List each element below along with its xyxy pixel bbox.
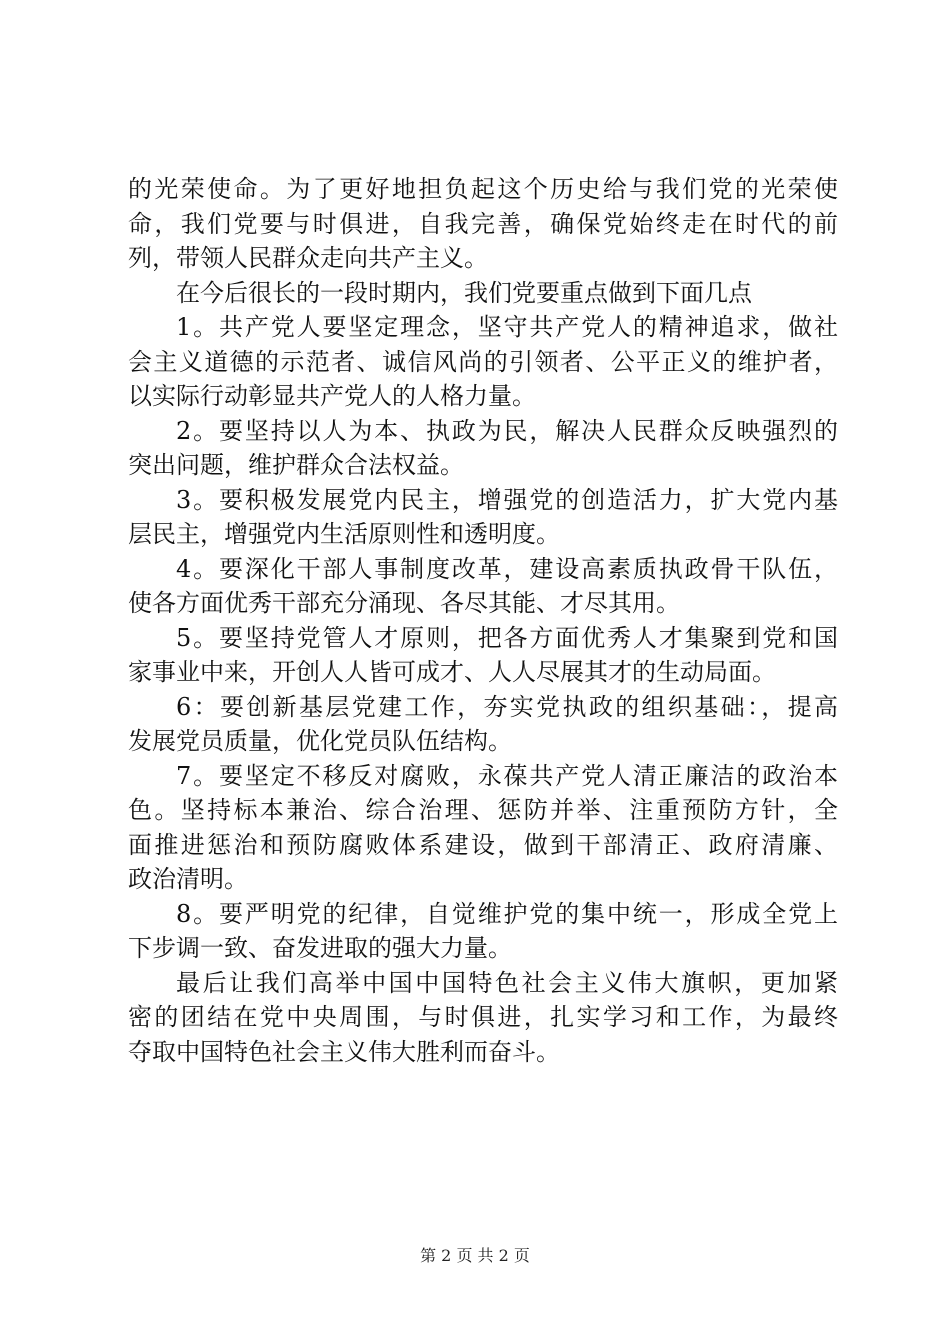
text-line: 命，我们党要与时俱进，自我完善，确保党始终走在时代的前: [128, 209, 838, 238]
text-line: 8。要严明党的纪律，自觉维护党的集中统一，形成全党上: [176, 899, 838, 928]
text-line: 层民主，增强党内生活原则性和透明度。: [128, 520, 560, 548]
text-line: 使各方面优秀干部充分涌现、各尽其能、才尽其用。: [128, 589, 680, 617]
text-line: 以实际行动彰显共产党人的人格力量。: [128, 382, 536, 410]
text-line: 7。要坚定不移反对腐败，永葆共产党人清正廉洁的政治本: [176, 761, 838, 790]
paragraph-conclusion: [128, 966, 838, 1070]
text-line: 5。要坚持党管人才原则，把各方面优秀人才集聚到党和国: [176, 623, 838, 652]
text-line: 会主义道德的示范者、诚信风尚的引领者、公平正义的维护者，: [128, 347, 838, 376]
text-line: 2。要坚持以人为本、执政为民，解决人民群众反映强烈的: [176, 416, 838, 445]
paragraph-item-5: [128, 621, 838, 690]
paragraph-item-8: [128, 897, 838, 966]
text-line: 4。要深化干部人事制度改革，建设高素质执政骨干队伍，: [176, 554, 838, 583]
text-line: 下步调一致、奋发进取的强大力量。: [128, 934, 512, 962]
paragraph-item-7: [128, 759, 838, 897]
text-line: 密的团结在党中央周围，与时俱进，扎实学习和工作，为最终: [128, 1003, 838, 1031]
text-line: 3。要积极发展党内民主，增强党的创造活力，扩大党内基: [176, 485, 838, 514]
document-body: [128, 172, 838, 1069]
paragraph-intro: [128, 276, 838, 311]
page-number-footer: 第 2 页 共 2 页: [420, 1246, 530, 1265]
text-line: 突出问题，维护群众合法权益。: [128, 451, 464, 479]
text-line: 政治清明。: [128, 865, 248, 893]
text-line: 发展党员质量，优化党员队伍结构。: [128, 727, 512, 755]
paragraph-item-1: [128, 310, 838, 414]
text-line: 家事业中来，开创人人皆可成才、人人尽展其才的生动局面。: [128, 658, 776, 686]
text-line: 夺取中国特色社会主义伟大胜利而奋斗。: [128, 1037, 560, 1066]
text-line: 在今后很长的一段时期内，我们党要重点做到下面几点: [176, 278, 752, 307]
text-line: 面推进惩治和预防腐败体系建设，做到干部清正、政府清廉、: [128, 830, 838, 859]
text-line: 6：要创新基层党建工作，夯实党执政的组织基础：，提高: [176, 692, 838, 721]
text-line: 最后让我们高举中国中国特色社会主义伟大旗帜，更加紧: [176, 968, 838, 997]
paragraph-item-4: [128, 552, 838, 621]
paragraph-continuation: [128, 172, 838, 276]
paragraph-item-3: [128, 483, 838, 552]
text-line: 色。坚持标本兼治、综合治理、惩防并举、注重预防方针，全: [128, 796, 838, 824]
text-line: 的光荣使命。为了更好地担负起这个历史给与我们党的光荣使: [128, 175, 838, 203]
text-line: 列，带领人民群众走向共产主义。: [128, 244, 488, 272]
paragraph-item-2: [128, 414, 838, 483]
paragraph-item-6: [128, 690, 838, 759]
text-line: 1。共产党人要坚定理念，坚守共产党人的精神追求，做社: [176, 313, 838, 341]
